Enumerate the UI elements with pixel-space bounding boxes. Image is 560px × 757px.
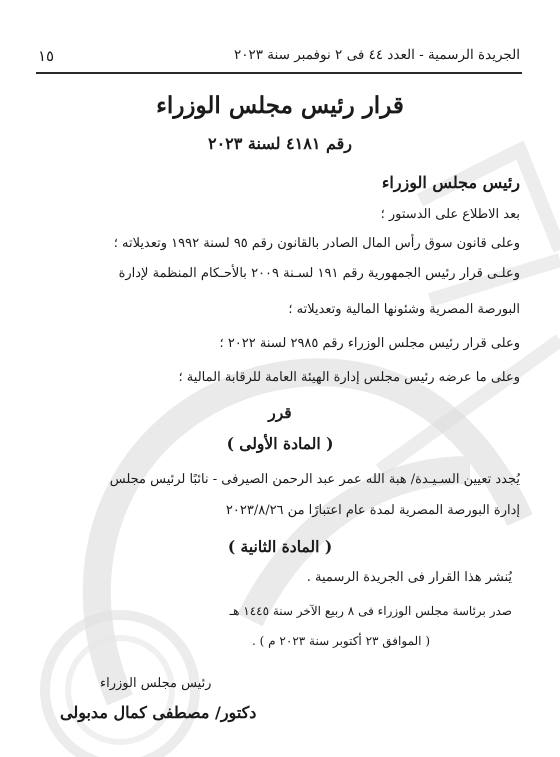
decree-number: رقم ٤١٨١ لسنة ٢٠٢٣ (207, 134, 353, 153)
decree-title: قرار رئيس مجلس الوزراء (156, 92, 404, 119)
decree-issuer: رئيس مجلس الوزراء (381, 173, 520, 192)
article-1-line: إدارة البورصة المصرية لمدة عام اعتبارًا من ٢٠٢٣/٨/٢٦ (225, 503, 520, 518)
signatory-role: رئيس مجلس الوزراء (100, 676, 212, 691)
preamble-line: وعلى قرار رئيس مجلس الوزراء رقم ٢٩٨٥ لسنة ٢٠٢٢ ؛ (219, 336, 520, 351)
article-2-heading: ( المادة الثانية ) (227, 537, 333, 556)
preamble-line: البورصة المصرية وشئونها المالية وتعديلاته ؛ (288, 302, 520, 317)
gazette-issue-title: الجريدة الرسمية - العدد ٤٤ فى ٢ نوفمبر سنة ٢٠٢٣ (234, 47, 520, 63)
decided-heading: قرر (268, 403, 292, 422)
preamble-line: وعلى قانون سوق رأس المال الصادر بالقانون رقم ٩٥ لسنة ١٩٩٢ وتعديلاته ؛ (113, 236, 520, 251)
page-header (38, 44, 520, 70)
preamble-line: وعلى ما عرضه رئيس مجلس إدارة الهيئة العامة للرقابة المالية ؛ (178, 370, 520, 385)
article-1-heading: ( المادة الأولى ) (226, 434, 334, 453)
signatory-name: دكتور/ مصطفى كمال مدبولى (60, 703, 257, 722)
issued-line-hijri: صدر برئاسة مجلس الوزراء فى ٨ ربيع الآخر سنة ١٤٤٥ هـ (229, 604, 512, 618)
article-1-line: يُجدد تعيين السـيـدة/ هبة الله عمر عبد الرحمن الصيرفى - نائبًا لرئيس مجلس (109, 472, 520, 487)
preamble-line: وعلـى قرار رئيس الجمهورية رقم ١٩١ لسـنة ٢٠٠٩ بالأحـكام المنظمة لإدارة (118, 266, 520, 281)
preamble-line: بعد الاطلاع على الدستور ؛ (380, 207, 520, 222)
article-2-line: يُنشر هذا القرار فى الجريدة الرسمية . (306, 570, 512, 585)
page-number: ١٥ (38, 47, 55, 65)
header-divider (36, 72, 522, 74)
issued-line-gregorian: ( الموافق ٢٣ أكتوبر سنة ٢٠٢٣ م ) . (252, 634, 430, 648)
